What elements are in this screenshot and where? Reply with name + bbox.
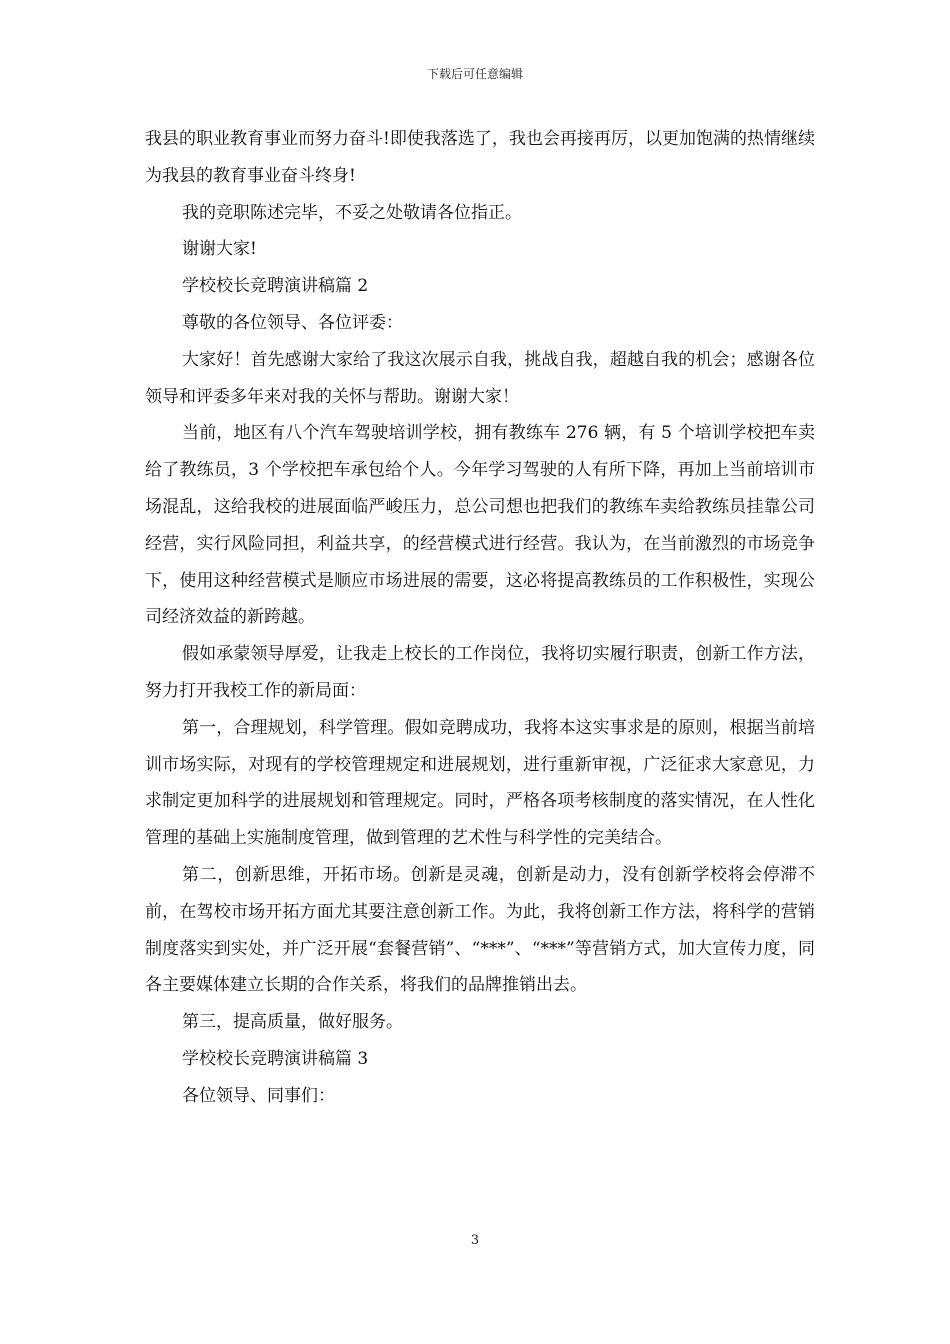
paragraph: 大家好！首先感谢大家给了我这次展示自我，挑战自我，超越自我的机会；感谢各位领导和评委多年来对我的关怀与帮助。谢谢大家！ — [145, 349, 815, 407]
paragraph: 第二，创新思维，开拓市场。创新是灵魂，创新是动力，没有创新学校将会停滞不前，在驾校市场开拓方面尤其要注意创新工作。为此，我将创新工作方法，将科学的营销制度落实到实处，并广泛开展“套餐营销”、“***”、“***”等营销方式，加大宣传力度，同各主要媒体建立长期的合作关系，将我们的品牌推销出去。 — [145, 864, 815, 996]
section-heading: 学校校长竞聘演讲稿篇 3 — [182, 1048, 369, 1069]
paragraph: 假如承蒙领导厚爱，让我走上校长的工作岗位，我将切实履行职责，创新工作方法，努力打开我校工作的新局面： — [145, 644, 815, 701]
salutation: 尊敬的各位领导、各位评委： — [182, 312, 403, 333]
section-heading: 学校校长竞聘演讲稿篇 2 — [182, 276, 369, 297]
paragraph: 第一，合理规划，科学管理。假如竞聘成功，我将本这实事求是的原则，根据当前培训市场实际，对现有的学校管理规定和进展规划，进行重新审视，广泛征求大家意见，力求制定更加科学的进展规划和管理规定。同时，严格各项考核制度的落实情况，在人性化管理的基础上实施制度管理，做到管理的艺术性与科学性的完美结合。 — [145, 717, 815, 849]
document-body — [145, 121, 815, 1115]
paragraph: 当前，地区有八个汽车驾驶培训学校，拥有教练车 276 辆，有 5 个培训学校把车卖给了教练员，3 个学校把车承包给个人。今年学习驾驶的人有所下降，再加上当前培训市场混乱，这给我校的进展面临严峻压力，总公司想也把我们的教练车卖给教练员挂靠公司经营，实行风险同担，利益共享，的经营模式进行经营。我认为，在当前激烈的市场竞争下，使用这种经营模式是顺应市场进展的需要，这必将提高教练员的工作积极性，实现公司经济效益的新跨越。 — [145, 423, 815, 628]
paragraph: 我县的职业教育事业而努力奋斗!即使我落选了，我也会再接再厉，以更加饱满的热情继续为我县的教育事业奋斗终身! — [145, 129, 815, 186]
paragraph: 第三，提高质量，做好服务。 — [182, 1012, 403, 1033]
salutation: 各位领导、同事们： — [182, 1085, 335, 1106]
paragraph: 我的竞职陈述完毕，不妥之处敬请各位指正。 — [182, 202, 522, 223]
page-header: 下载后可任意编辑 — [426, 67, 523, 81]
paragraph: 谢谢大家! — [182, 239, 257, 260]
page-number: 3 — [470, 1233, 480, 1248]
